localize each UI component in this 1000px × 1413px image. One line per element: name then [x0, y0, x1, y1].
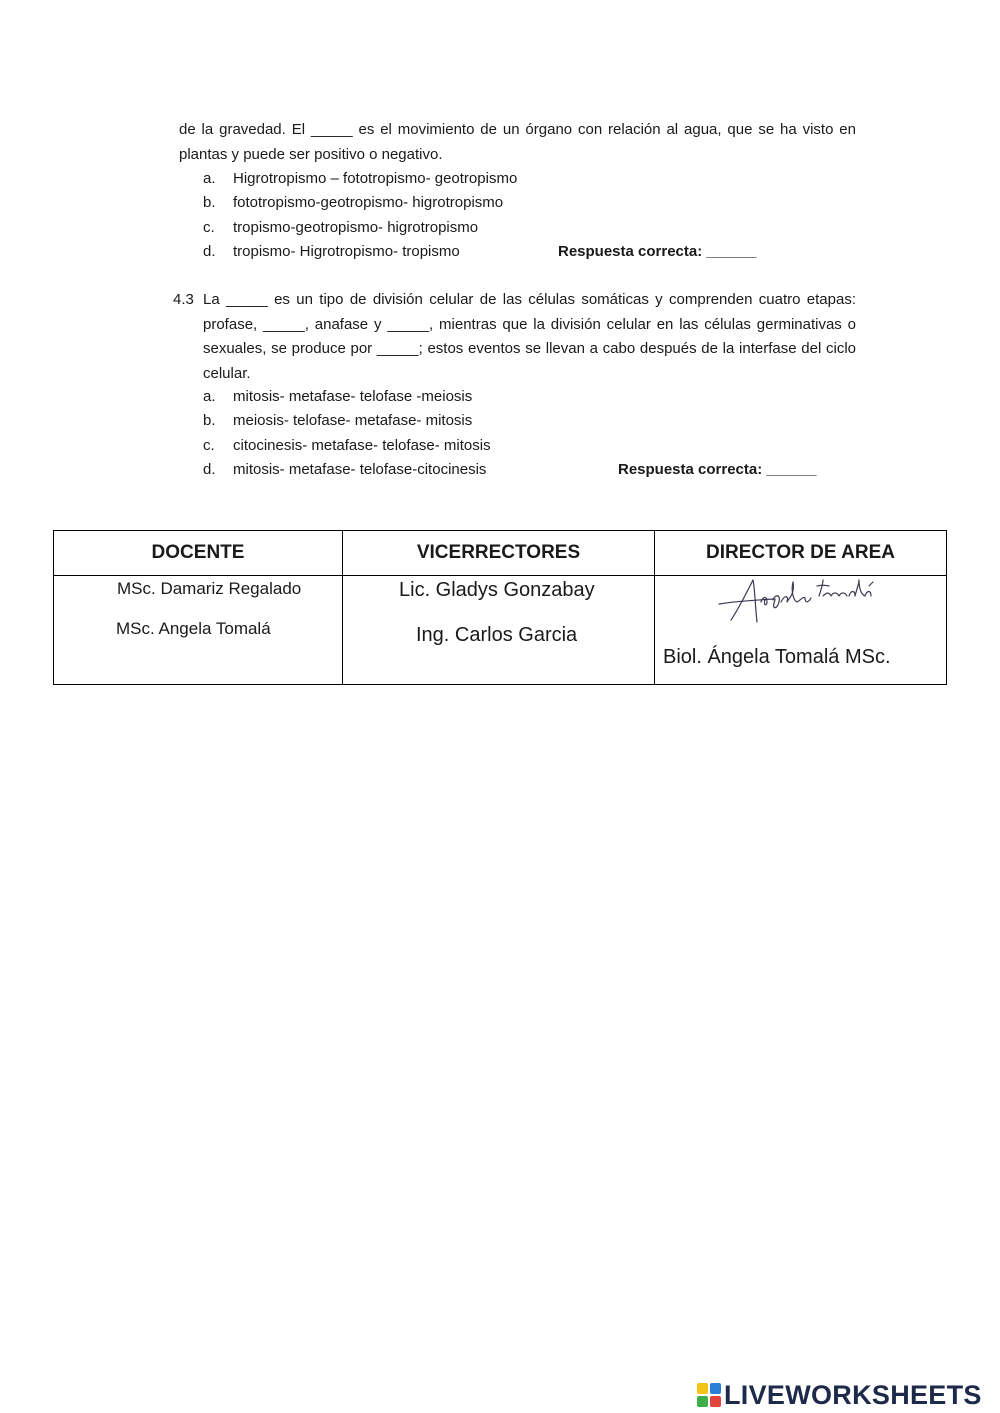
vicerrector-name-2: Ing. Carlos Garcia [416, 624, 578, 646]
handwritten-signature [717, 576, 887, 628]
option-b[interactable]: b. fototropismo-geotropismo- higrotropismo [203, 194, 504, 212]
logo-square [710, 1383, 721, 1394]
option-a[interactable]: a. mitosis- metafase- telofase -meiosis [203, 388, 473, 405]
vicerrectores-cell [343, 576, 655, 685]
docente-name-1: MSc. Damariz Regalado [117, 579, 302, 598]
logo-square [697, 1396, 708, 1407]
header-director: DIRECTOR DE AREA [655, 531, 947, 576]
logo-square [697, 1383, 708, 1394]
header-vicerrectores: VICERRECTORES [343, 531, 655, 576]
question-continuation-text: de la gravedad. El _____ es el movimiento de un órgano con relación al agua, que se ha visto en plantas y puede ser positivo o negativo. [179, 121, 856, 163]
answer-field[interactable]: Respuesta correcta: ______ [558, 242, 757, 260]
option-a[interactable]: a. Higrotropismo – fototropismo- geotropismo [203, 170, 518, 187]
docente-cell [54, 576, 343, 685]
question-prev-options [203, 167, 757, 264]
docente-name-2: MSc. Angela Tomalá [116, 619, 271, 638]
liveworksheets-logo[interactable] [697, 1381, 982, 1409]
vicerrector-name-1: Lic. Gladys Gonzabay [399, 579, 595, 601]
director-cell [655, 576, 947, 685]
option-d[interactable]: d. tropismo- Higrotropismo- tropismo Respuesta correcta: ______ [203, 240, 517, 264]
option-c[interactable]: c. tropismo-geotropismo- higrotropismo [203, 218, 479, 236]
option-b[interactable]: b. meiosis- telofase- metafase- mitosis [203, 412, 473, 430]
option-d[interactable]: d. mitosis- metafase- telofase-citocinesis Respuesta correcta: ______ [203, 458, 491, 482]
staff-signature-table [53, 530, 947, 685]
option-c[interactable]: c. citocinesis- metafase- telofase- mitosis [203, 436, 491, 454]
question-4-3-options [203, 385, 817, 482]
answer-field[interactable]: Respuesta correcta: ______ [618, 460, 817, 478]
question-text: La _____ es un tipo de división celular de las células somáticas y comprenden cuatro etapas: profase, _____, anafase y _____, mientras que la división celular en las células germinativas o sexuales, se produce por _____; estos eventos se llevan a cabo después de la interfase del ciclo celular. [203, 291, 856, 382]
director-name: Biol. Ángela Tomalá MSc. [663, 646, 891, 668]
brand-name: LIVEWORKSHEETS [724, 1379, 982, 1410]
logo-mark-icon [697, 1383, 721, 1407]
question-number: 4.3 [173, 291, 194, 308]
logo-square [710, 1396, 721, 1407]
header-docente: DOCENTE [54, 531, 343, 576]
